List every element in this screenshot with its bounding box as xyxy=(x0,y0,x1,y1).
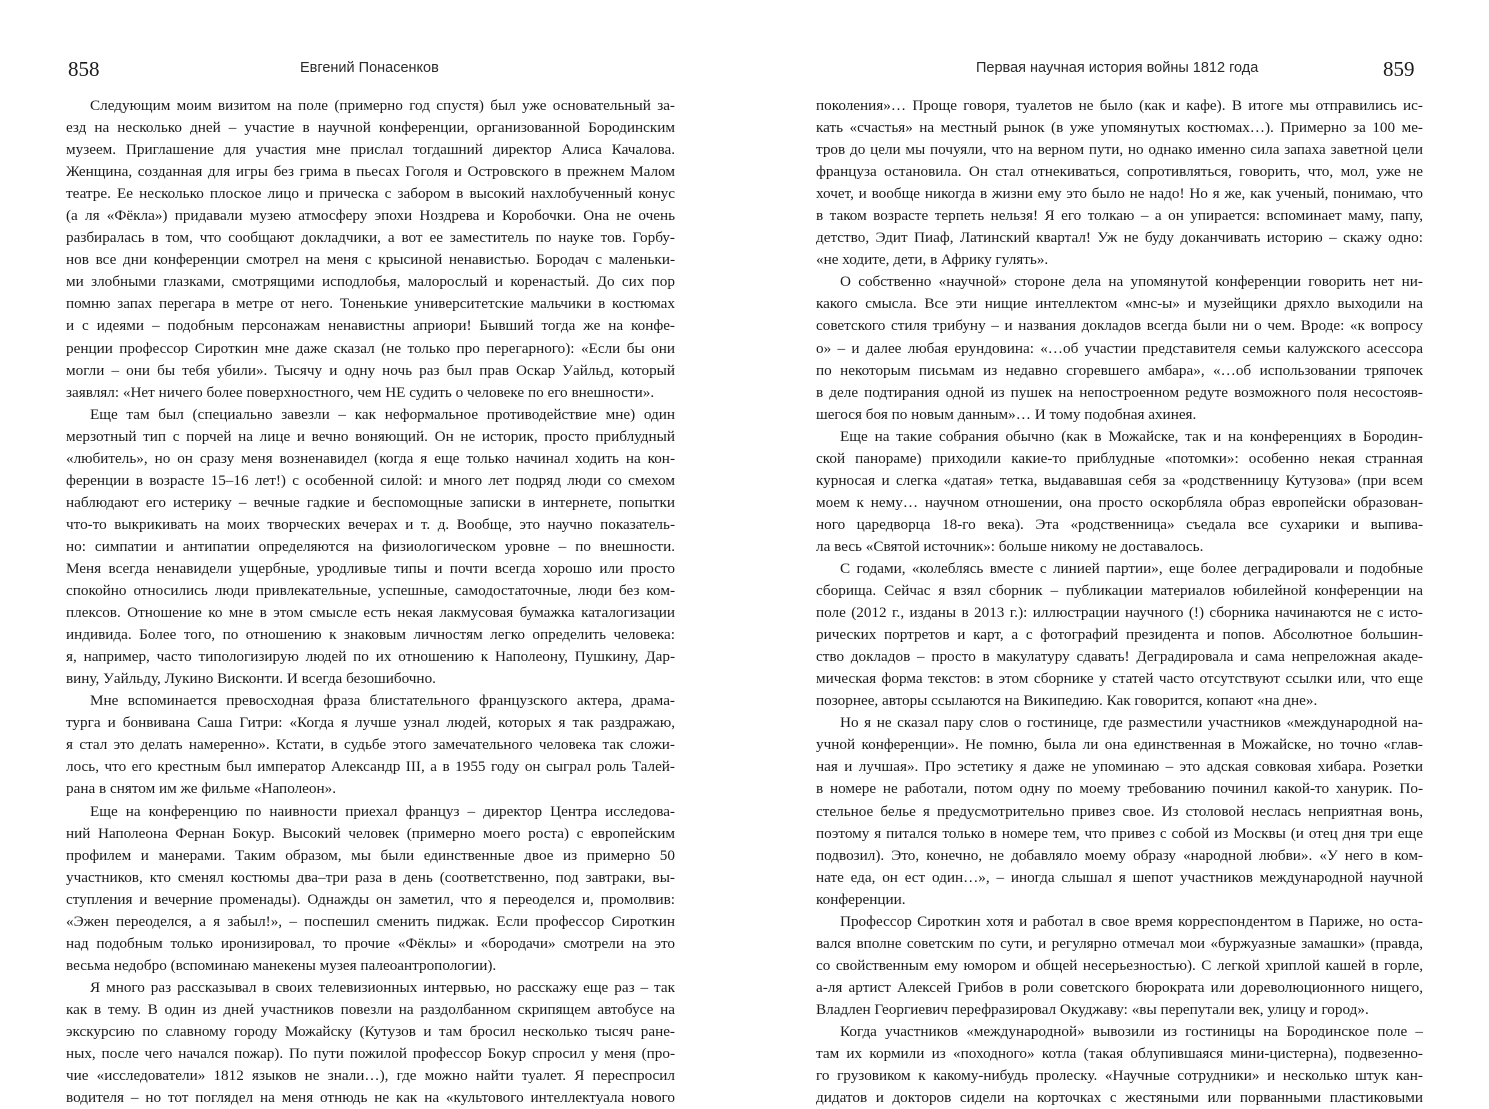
running-head-author: Евгений Понасенков xyxy=(300,60,439,76)
text-line: подвозил). Это, конечно, не добавляло моему образу «народной любви». «У него в ком- xyxy=(816,846,1423,864)
text-line: советского стиля трибуну – и названия докладов всегда были ни о чем. Вроде: «к вопросу xyxy=(816,317,1423,335)
text-line: ступления и вечерние променады). Однажды он заметил, что я переоделся и, промолвив: xyxy=(66,890,675,908)
text-line: над подобным только иронизировал, то прочие «Фёклы» и «бородачи» смотрели на это xyxy=(66,934,675,952)
text-line: «Эжен переоделся, а я забыл!», – поспешил сменить пиджак. Если профессор Сироткин xyxy=(66,912,675,930)
text-line: ного царедворца 18-го века). Эта «родственница» съедала все сухарики и выпива- xyxy=(816,515,1423,533)
text-line: я стал это делать намеренно». Кстати, в судьбе этого замечательного человека так сложи- xyxy=(66,736,675,754)
text-line: Но я не сказал пару слов о гостинице, где разместили участников «международной на- xyxy=(840,714,1423,732)
text-line: тров до цели мы почуяли, что на верном пути, но однако именно сила запаха заветной цели xyxy=(816,141,1423,159)
text-line: вину, Уайльду, Лукино Висконти. И всегда безошибочно. xyxy=(66,670,436,688)
text-line: рических портретов и карт, а с фотографий президента и попов. Абсолютное большин- xyxy=(816,626,1423,644)
text-line: в номере не работали, потом одну по моему требованию починил какой-то ханурик. По- xyxy=(816,780,1423,798)
text-line: О собственно «научной» стороне дела на упомянутой конференции говорить нет ни- xyxy=(840,273,1423,291)
text-line: участников, кто сменял костюмы два–три раза в день (соответственно, под завтраки, вы- xyxy=(66,868,675,886)
text-line: Профессор Сироткин хотя и работал в свое время корреспондентом в Париже, но оста- xyxy=(840,912,1423,930)
text-line: и с идеями – подобным персонажам ненавистны априори! Бывший тогда же на конфе- xyxy=(66,317,675,335)
text-line: о» – и далее любая ерундовина: «…об участии представителя семьи калужского асессора xyxy=(816,339,1423,357)
text-line: по некоторым письмам из недавно сгоревшего амбара», «…об использовании тряпочек xyxy=(816,361,1423,379)
text-line: ской панораме) приходили какие-то приблудные «потомки»: особенно некая странная xyxy=(816,449,1423,467)
text-line: Когда участников «международной» вывозили из гостиницы на Бородинское поле – xyxy=(840,1022,1423,1040)
text-line: ренции профессор Сироткин мне даже сказал (не только про перегарного): «Если бы они xyxy=(66,339,675,357)
text-line: ний Наполеона Фернан Бокур. Высокий человек (примерно моего роста) с европейским xyxy=(66,824,675,842)
text-line: но: симпатии и антипатии определяются на физиологическом уровне – по внешности. xyxy=(66,537,675,555)
text-line: там их кормили из «походного» котла (такая облупившаяся мини-цистерна), подвезенно- xyxy=(816,1045,1423,1063)
text-line: ми злобными глазками, смотрящими исподлобья, малорослый и коренастый. До сих пор xyxy=(66,273,675,291)
text-line: со свойственным ему юмором и общей несерьезностью). С легкой хриплой кашей в горле, xyxy=(816,956,1423,974)
text-line: нов все дни конференции смотрел на меня с крысиной ненавистью. Бородач с маленьки- xyxy=(66,251,675,269)
text-line: поэтому я питался только в номере тем, что привез с собой из Москвы (и отец дня три еще xyxy=(816,824,1423,842)
text-line: какого смысла. Все эти нищие интеллектом «мнс-ы» и музейщики дряхло выходили на xyxy=(816,295,1423,313)
text-line: позорнее, авторы ссылаются на Википедию. Как говорится, копают «на дне». xyxy=(816,692,1318,710)
text-line: мическая форма текстов: в этом сборнике у статей часто отсутствуют ссылки или, что еще xyxy=(816,670,1423,688)
text-line: в таком возрасте терпеть нельзя! Я его толкаю – а он упирается: вспоминает маму, папу, xyxy=(816,207,1423,225)
text-line: рана в снятом им же фильме «Наполеон». xyxy=(66,780,337,798)
text-line: Еще на такие собрания обычно (как в Можайске, так и на конференциях в Бородин- xyxy=(840,427,1423,445)
text-line: нате еда, он ест один…», – иногда слышал я шепот участников международной научной xyxy=(816,868,1423,886)
text-line: сборища. Сейчас я взял сборник – публикации материалов юбилейной конференции на xyxy=(816,582,1423,600)
text-line: я, например, часто типологизирую людей по их отношению к Наполеону, Пушкину, Дар- xyxy=(66,648,675,666)
text-line: могли – они бы тебя убили». Тысячу и одну ночь раз был прав Оскар Уайльд, который xyxy=(66,361,675,379)
text-line: поколения»… Проще говоря, туалетов не было (как и кафе). В итоге мы отправились ис- xyxy=(816,97,1423,114)
text-line: кать «счастья» на местный рынок (в уже упомянутых костюмах…). Примерно за 100 ме- xyxy=(816,119,1423,137)
text-line: наблюдают его истерику – вечные гадкие и беспомощные записки в интернете, попытки xyxy=(66,493,675,511)
body-text xyxy=(66,95,675,1109)
text-line: хочет, и вообще никогда в жизни ему это было не надо! Но я же, как ученый, понимаю, что xyxy=(816,185,1423,203)
text-line: Владлен Георгиевич перефразировал Окуджаву: «вы перепутали век, улицу и город». xyxy=(816,1000,1369,1018)
text-line: шегося боя по новым данным»… И тому подобная ахинея. xyxy=(816,405,1197,423)
text-line: курносая и слегка «датая» тетка, выдававшая себя за «родственницу Кутузова» (при всем xyxy=(816,471,1423,489)
text-line: Еще на конференцию по наивности приехал француз – директор Центра исследова- xyxy=(90,802,675,820)
text-line: ство докладов – просто в макулатуру сдавать! Деградировала и сама непреложная акаде- xyxy=(816,648,1423,666)
text-line: чие «исследователи» 1812 языков не знали…), где можно найти туалет. Я переспросил xyxy=(66,1067,675,1085)
text-line: «не ходите, дети, в Африку гулять». xyxy=(816,251,1049,269)
body-text xyxy=(816,95,1423,1109)
text-line: весьма недобро (вспоминаю манекены музея палеоантропологии). xyxy=(66,956,497,974)
page-number: 859 xyxy=(1383,57,1415,81)
text-line: как в тему. В один из дней участников повезли на раздолбанном скрипящем автобусе на xyxy=(66,1000,675,1018)
text-line: «любитель», но он сразу меня возненавидел (когда я еще только начинал ходить на кон- xyxy=(66,449,675,467)
text-line: ная и лучшая». Про эстетику я даже не упоминаю – это адская совковая хибара. Розетки xyxy=(816,758,1423,776)
text-line: (а ля «Фёкла») придавали музею атмосферу эпохи Ноздрева и Коробочки. Она не очень xyxy=(66,207,675,225)
text-line: спокойно относились люди привлекательные, успешные, самодостаточные, люди без ком- xyxy=(66,582,675,600)
text-line: помню запах перегара в метре от него. Тоненькие университетские мальчики в костюмах xyxy=(66,295,675,313)
text-line: плексов. Отношение ко мне в этом смысле есть некая лакмусовая бумажка каталогизации xyxy=(66,604,675,622)
text-line: го грузовиком к какому-нибудь пролеску. «Научные сотрудники» и несколько штук кан- xyxy=(816,1067,1423,1085)
text-line: Еще там был (специально завезли – как неформальное противодействие мне) один xyxy=(90,405,675,423)
text-line: театре. Ее несколько плоское лицо и прическа с забором в высокий нахлобученный конус xyxy=(66,185,675,203)
text-line: а-ля артист Алексей Грибов в роли советского бюрократа или дореволюционного нищего, xyxy=(816,978,1423,996)
text-line: француза остановила. Он стал отнекиваться, сопротивляться, говорить, что, мол, уже не xyxy=(816,163,1423,181)
right-page xyxy=(745,0,1489,1107)
text-line: турга и бонвивана Саша Гитри: «Когда я лучше узнал людей, которых я так раздражаю, xyxy=(66,714,675,732)
text-line: дидатов и докторов сидели на корточках с жестяными или порванными пластиковыми xyxy=(816,1089,1423,1107)
text-line: Меня всегда ненавидели ущербные, уродливые типы и почти всегда хорошо или просто xyxy=(66,559,675,577)
text-line: вался вполне советским по сути, и регулярно отмечал мои «буржуазные замашки» (правда, xyxy=(816,934,1423,952)
text-line: езд на несколько дней – участие в научной конференции, организованной Бородинским xyxy=(66,119,675,137)
text-line: мерзотный тип с порчей на лице и вечно воняющий. Он не историк, просто приблудный xyxy=(66,427,675,445)
left-page xyxy=(0,0,744,1107)
text-line: Следующим моим визитом на поле (примерно год спустя) был уже основательный за- xyxy=(90,97,675,114)
text-line: музеем. Приглашение для участия мне прислал тогдашний директор Алиса Качалова. xyxy=(66,141,675,159)
text-line: поле (2012 г., изданы в 2013 г.): иллюстрации научного (!) сборника начинаются не с исто- xyxy=(816,604,1423,622)
text-line: в деле подтирания одной из пушек на непостроенном редуте возможного поля несостояв- xyxy=(816,383,1423,401)
text-line: стельное белье я предусмотрительно привез свое. Из столовой неслась неприятная вонь, xyxy=(816,802,1423,820)
text-line: детство, Эдит Пиаф, Латинский квартал! Уж не буду доканчивать историю – скажу одно: xyxy=(816,229,1423,247)
text-line: что-то выкрикивать на моих творческих вечерах и т. д. Вообще, это научно показатель- xyxy=(66,515,675,533)
text-line: профилем и манерами. Таким образом, мы были единственные двое из примерно 50 xyxy=(66,846,675,864)
page-number: 858 xyxy=(68,57,100,81)
text-line: Мне вспоминается превосходная фраза блистательного французского актера, драма- xyxy=(90,692,675,710)
text-line: экскурсию по славному городу Можайску (Кутузов и там бросил несколько тысяч ране- xyxy=(66,1022,675,1040)
text-line: моем к нему… научном отношении, она просто оскорбляла образ европейски образован- xyxy=(816,493,1423,511)
text-line: заявлял: «Нет ничего более поверхностного, чем НЕ судить о человеке по его внешности». xyxy=(66,383,655,401)
text-line: водителя – но тот поглядел на меня отнюдь не как на «культового интеллектуала нового xyxy=(66,1089,675,1107)
text-line: ла весь «Святой источник»: больше никому не доставалось. xyxy=(816,537,1204,555)
text-line: ных, после чего начался пожар). По пути пожилой профессор Бокур спросил у меня (про- xyxy=(66,1045,675,1063)
text-line: конференции. xyxy=(816,890,906,908)
text-line: лось, что его крестным был император Александр III, а в 1955 году он сыграл роль Талей- xyxy=(66,758,675,776)
running-head-title: Первая научная история войны 1812 года xyxy=(976,60,1259,76)
text-line: учной конференции». Не помню, была ли она единственная в Можайске, но точно «глав- xyxy=(816,736,1423,754)
text-line: С годами, «колеблясь вместе с линией партии», еще более деградировали и подобные xyxy=(840,559,1423,577)
text-line: Я много раз рассказывал в своих телевизионных интервью, но расскажу еще раз – так xyxy=(90,978,675,996)
text-line: ференции в возрасте 15–16 лет!) с особенной силой: и много лет подряд люди со смехом xyxy=(66,471,675,489)
text-line: разбиралась в том, что сообщают докладчики, а вот ее заместитель по науке тов. Горбу- xyxy=(66,229,675,247)
text-line: Женщина, созданная для игры без грима в пьесах Гоголя и Островского в прежнем Малом xyxy=(66,163,675,181)
text-line: индивида. Более того, по отношению к знаковым личностям легко определить человека: xyxy=(66,626,675,644)
